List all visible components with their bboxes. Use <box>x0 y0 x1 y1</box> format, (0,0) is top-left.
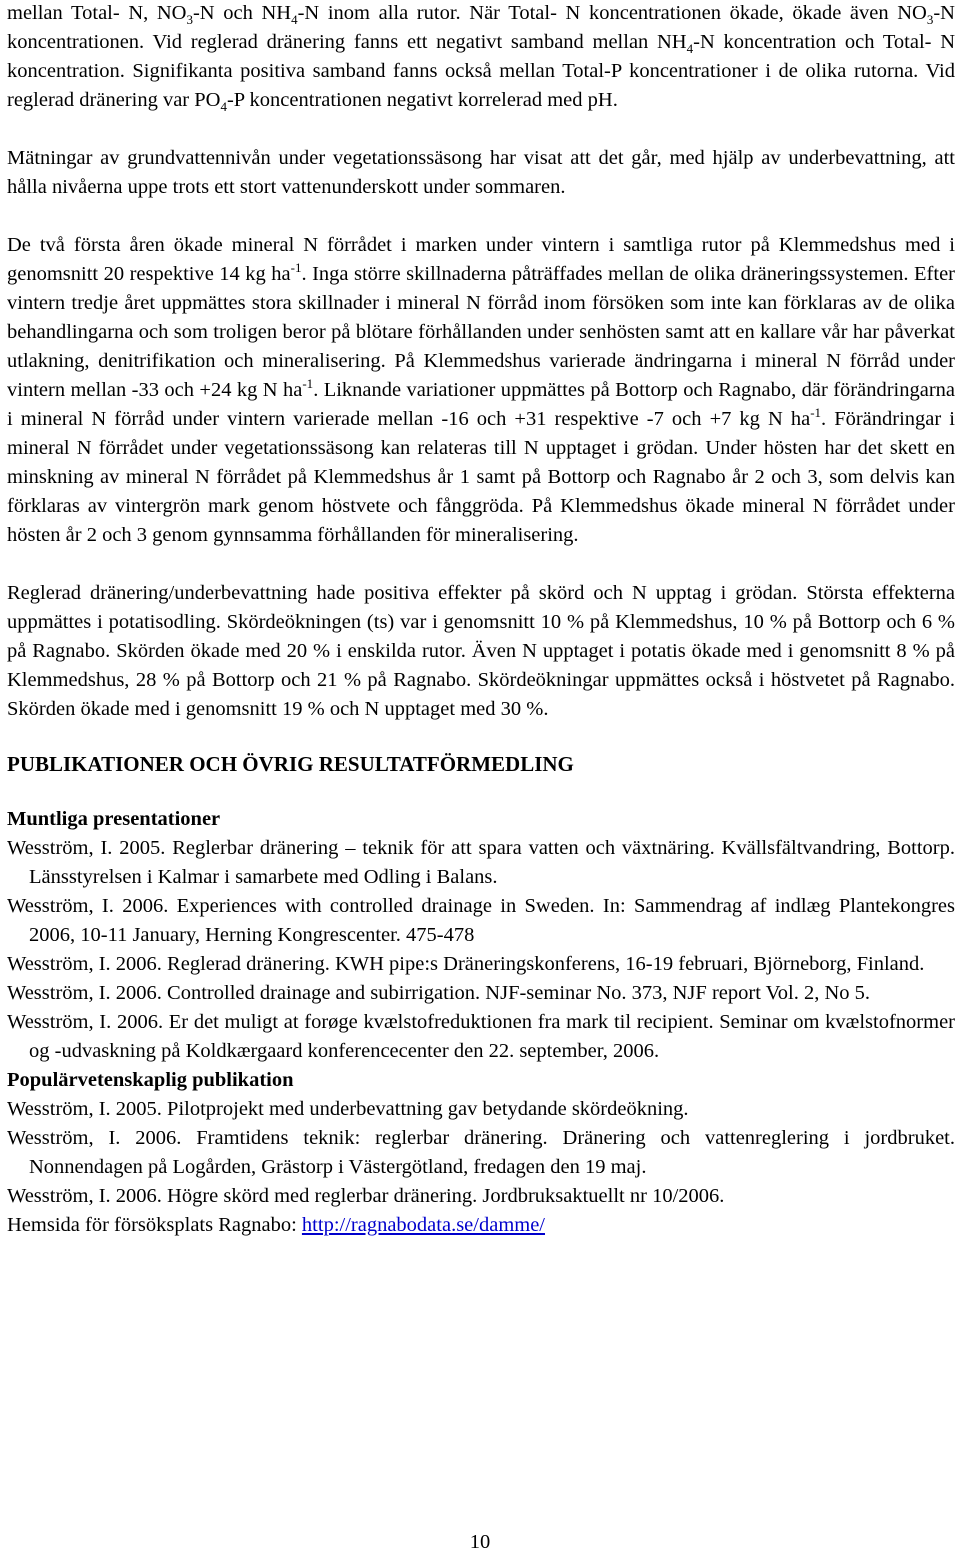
section-heading-publications: PUBLIKATIONER OCH ÖVRIG RESULTATFÖRMEDLING <box>7 752 574 776</box>
paragraph-groundwater: Mätningar av grundvattennivån under vegetationssäsong har visat att det går, med hjälp av underbevattning, att hålla nivåerna uppe trots ett stort vattenunderskott under sommaren. <box>7 147 955 198</box>
subscript: 3 <box>186 12 193 28</box>
subscript: 4 <box>291 12 298 28</box>
text-run: -P koncentrationen negativt korrelerad med pH. <box>226 89 618 111</box>
superscript: -1 <box>810 405 822 421</box>
subscript: 4 <box>220 99 227 115</box>
reference-item: Wesström, I. 2005. Reglerbar dränering – teknik för att spara vatten och växtnäring. Kvällsfältvandring, Bottorp. Länsstyrelsen i Kalmar i samarbete med Odling i Balans. <box>7 837 955 888</box>
text-run: . Förändringar i mineral N förrådet under vegetationssäsong kan relateras till N upptaget i grödan. Under hösten har det skett en minskning av mineral N förrådet på Klemmedshus år 1 samt på Bottorp och Ragnabo år 2 och 3, som delvis kan förklaras av vintergrön mark genom höstvete och fånggröda. På Klemmedshus ökade mineral N förrådet under hösten år 2 och 3 genom gynnsamma förhållanden för mineralisering. <box>7 408 955 546</box>
reference-item: Wesström, I. 2005. Pilotprojekt med underbevattning gav betydande skördeökning. <box>7 1098 689 1120</box>
text-run: mellan Total- N, NO <box>7 2 187 24</box>
text-run: -N koncentrationen. Vid reglerad dränering fanns ett negativt samband mellan NH <box>7 2 955 53</box>
reference-item: Wesström, I. 2006. Reglerad dränering. KWH pipe:s Dräneringskonferens, 16-19 februari, Björneborg, Finland. <box>7 953 925 975</box>
superscript: -1 <box>302 376 314 392</box>
subheading-popular-publication: Populärvetenskaplig publikation <box>7 1069 294 1091</box>
text-run: De två första åren ökade mineral N förrådet i marken under vintern i samtliga rutor på Klemmedshus med i genomsnitt 20 respektive 14 kg ha <box>7 234 955 285</box>
text-run: -N inom alla rutor. När Total- N koncentrationen ökade, ökade även NO <box>297 2 927 24</box>
text-run: . Liknande variationer uppmättes på Bottorp och Ragnabo, där förändringarna i mineral N förråd under vintern varierade mellan -16 och +31 respektive -7 och +7 kg N ha <box>7 379 955 430</box>
paragraph-mineral-n <box>7 231 955 550</box>
reference-item: Wesström, I. 2006. Er det muligt at forøge kvælstofreduktionen fra mark til recipient. Seminar om kvælstofnormer og -udvaskning på Koldkærgaard konferencecenter den 22. september, 2006. <box>7 1011 955 1062</box>
website-link[interactable]: http://ragnabodata.se/damme/ <box>301 1214 545 1236</box>
text-run: -N koncentration och Total- N koncentration. Signifikanta positiva samband fanns också mellan Total-P koncentrationer i de olika rutorna. Vid reglerad dränering var PO <box>7 31 955 111</box>
document-page <box>7 0 955 1240</box>
reference-item: Wesström, I. 2006. Högre skörd med reglerbar dränering. Jordbruksaktuellt nr 10/2006. <box>7 1185 725 1207</box>
page-number: 10 <box>469 1531 491 1553</box>
subscript: 3 <box>926 12 934 28</box>
text-run: -N och NH <box>192 2 292 24</box>
reference-item: Wesström, I. 2006. Experiences with controlled drainage in Sweden. In: Sammendrag af indlæg Plantekongres 2006, 10-11 January, Herning Kongrescenter. 475-478 <box>7 895 955 946</box>
reference-item: Wesström, I. 2006. Controlled drainage and subirrigation. NJF-seminar No. 373, NJF report Vol. 2, No 5. <box>7 982 871 1004</box>
subscript: 4 <box>686 41 694 57</box>
superscript: -1 <box>290 260 302 276</box>
website-line <box>7 1211 955 1240</box>
paragraph-nitrogen-correlations <box>7 0 955 115</box>
reference-item: Wesström, I. 2006. Framtidens teknik: reglerbar dränering. Dränering och vattenreglering i jordbruket. Nonnendagen på Logården, Grästorp i Västergötland, fredagen den 19 maj. <box>7 1127 955 1178</box>
text-run: . Inga större skillnaderna påträffades mellan de olika dräneringssystemen. Efter vintern tredje året uppmättes stora skillnader i mineral N förråd inom försöken som inte kan förklaras av de olika behandlingarna och som troligen beror på blötare förhållanden under senhösten samt att en kallare vår har påverkat utlakning, denitrifikation och mineralisering. På Klemmedshus varierade ändringarna i mineral N förråd under vintern mellan -33 och +24 kg N ha <box>7 263 955 401</box>
paragraph-yield-effects: Reglerad dränering/underbevattning hade positiva effekter på skörd och N upptag i grödan. Största effekterna uppmättes i potatisodling. Skördeökningen (ts) var i genomsnitt 10 % på Klemmedshus, 10 % på Bottorp och 6 % på Ragnabo. Skörden ökade med 20 % i enskilda rutor. Även N upptaget i potatis ökade med i genomsnitt 8 % på Klemmedshus, 28 % på Bottorp och 21 % på Ragnabo. Skördeökningar uppmättes också i höstvetet på Ragnabo. Skörden ökade med i genomsnitt 19 % och N upptaget med 30 %. <box>7 582 955 720</box>
subheading-oral-presentations: Muntliga presentationer <box>7 808 221 830</box>
website-label: Hemsida för försöksplats Ragnabo: <box>7 1214 302 1236</box>
